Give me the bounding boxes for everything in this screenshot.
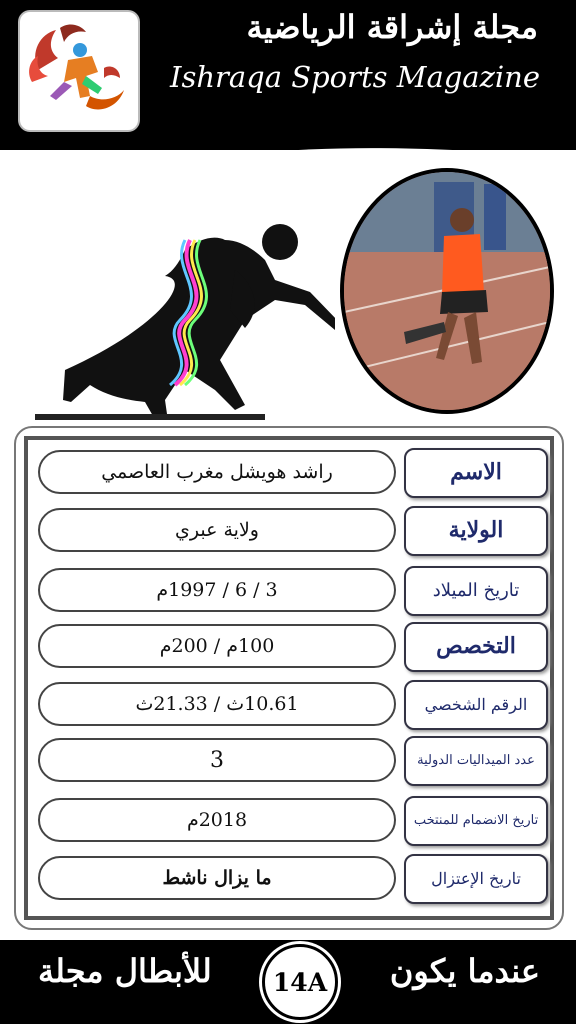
sprinter-silhouette [35, 210, 335, 420]
retirement-value: ما يزال ناشط [38, 856, 396, 900]
magazine-logo [18, 10, 140, 132]
row-personal-best [0, 680, 576, 730]
footer-slogan-left: للأبطال مجلة [38, 952, 212, 990]
region-value: ولاية عبري [38, 508, 396, 552]
row-name [0, 448, 576, 498]
row-region [0, 506, 576, 556]
birthdate-value: 3 / 6 / 1997م [38, 568, 396, 612]
name-value: راشد هويشل مغرب العاصمي [38, 450, 396, 494]
specialty-value: 100م / 200م [38, 624, 396, 668]
join-date-value: 2018م [38, 798, 396, 842]
magazine-title-arabic: مجلة إشراقة الرياضية [246, 8, 538, 46]
footer-badge: 14A [262, 944, 338, 1020]
retirement-label: تاريخ الإعتزال [404, 854, 548, 904]
row-join-date [0, 796, 576, 846]
birthdate-label: تاريخ الميلاد [404, 566, 548, 616]
footer-slogan-right: عندما يكون [389, 952, 540, 990]
specialty-label: التخصص [404, 622, 548, 672]
row-medals [0, 736, 576, 786]
magazine-title-english: Ishraqa Sports Magazine [170, 60, 540, 94]
personal-best-value: 10.61ث / 21.33ث [38, 682, 396, 726]
athlete-image-icon [344, 172, 550, 410]
region-label: الولاية [404, 506, 548, 556]
athlete-photo [340, 168, 554, 414]
row-retirement [0, 854, 576, 904]
name-label: الاسم [404, 448, 548, 498]
row-specialty [0, 622, 576, 672]
personal-best-label: الرقم الشخصي [404, 680, 548, 730]
medals-value: 3 [38, 738, 396, 782]
medals-label: عدد الميداليات الدولية [404, 736, 548, 786]
join-date-label: تاريخ الانضمام للمنتخب [404, 796, 548, 846]
row-birthdate [0, 566, 576, 616]
logo-icon [20, 12, 138, 130]
